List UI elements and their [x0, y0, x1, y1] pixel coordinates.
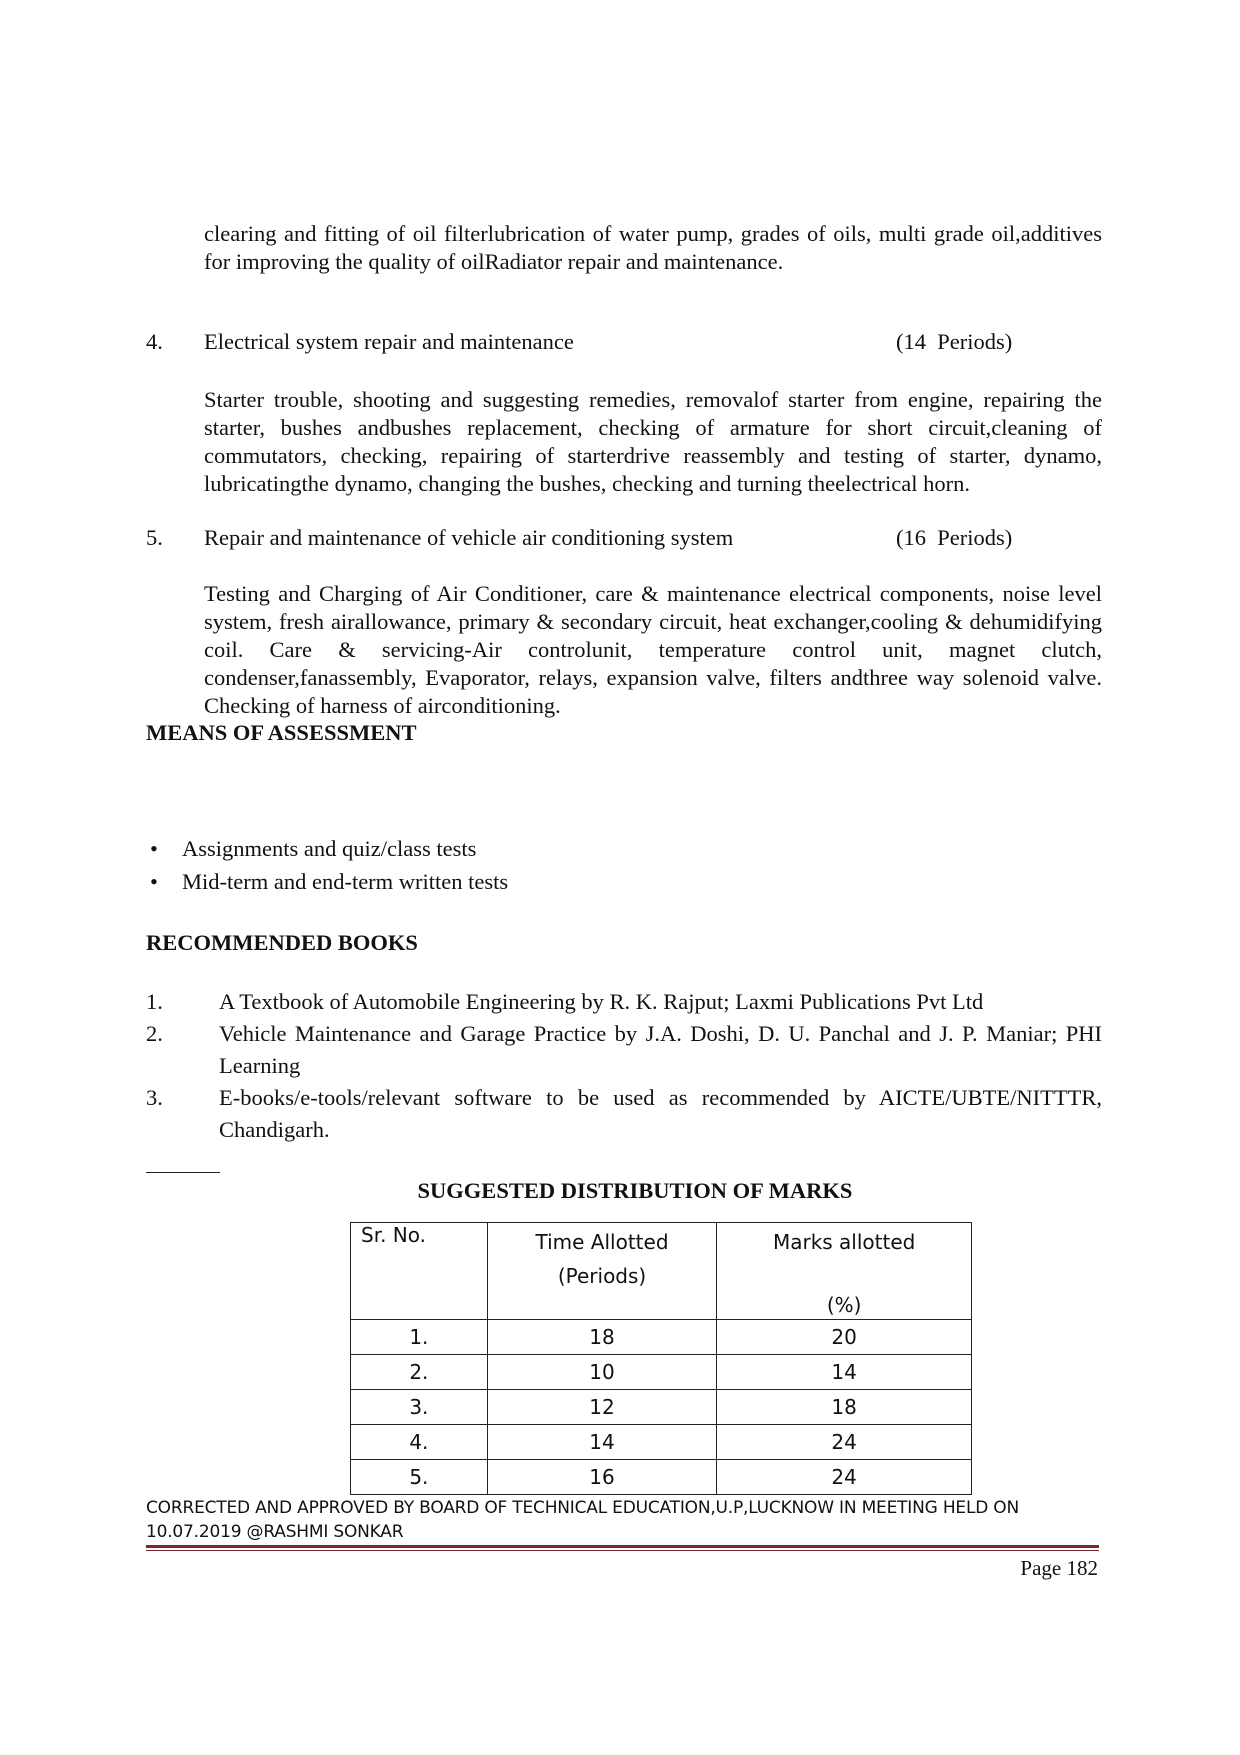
- unit-5-description: Testing and Charging of Air Conditioner, care & maintenance electrical components, noise level system, fresh airallowance, primary & secondary circuit, heat exchanger,cooling & dehumidifying coil. Care & servicing-Air controlunit, temperature control unit, magnet clutch, condenser,fanassembly, Evaporator, relays, expansion valve, filters andthree way solenoid valve. Checking of harness of airconditioning.: [204, 581, 1102, 718]
- book-number: 3.: [146, 1085, 163, 1110]
- unit-periods: (14 Periods): [896, 329, 1013, 354]
- unit-title: Repair and maintenance of vehicle air conditioning system: [204, 525, 734, 550]
- table-row: [351, 1460, 972, 1495]
- cell-marks: 20: [717, 1320, 972, 1355]
- table-row: [351, 1355, 972, 1390]
- cell-sr: 4.: [351, 1425, 488, 1460]
- table-row: [351, 1320, 972, 1355]
- header-marks-line1: Marks allotted: [772, 1230, 916, 1254]
- unit-number: 5.: [146, 525, 163, 550]
- unit-title: Electrical system repair and maintenance: [204, 329, 574, 354]
- book-number: 1.: [146, 989, 163, 1014]
- cell-time: 12: [487, 1390, 717, 1425]
- unit-4-description: Starter trouble, shooting and suggesting remedies, removalof starter from engine, repairing the starter, bushes andbushes replacement, checking of armature for short circuit,cleaning of commutators, checking, repairing of starterdrive reassembly and testing of starter, dynamo, lubricatingthe dynamo, changing the bushes, checking and turning theelectrical horn.: [204, 387, 1102, 496]
- header-sr-no: Sr. No.: [351, 1223, 488, 1320]
- header-marks-line2: (%): [826, 1293, 862, 1317]
- unit-4-header: [146, 329, 1026, 359]
- table-header-row: [351, 1223, 972, 1320]
- cell-time: 18: [487, 1320, 717, 1355]
- footer-rule: [146, 1545, 1099, 1548]
- cell-time: 14: [487, 1425, 717, 1460]
- bullet-icon: •: [150, 836, 158, 861]
- assessment-heading: MEANS OF ASSESSMENT: [146, 720, 417, 745]
- divider: [146, 1172, 220, 1173]
- continuation-paragraph: clearing and fitting of oil filterlubrication of water pump, grades of oils, multi grade oil,additives for improving the quality of oilRadiator repair and maintenance.: [204, 221, 1102, 274]
- approval-note-line1: CORRECTED AND APPROVED BY BOARD OF TECHNICAL EDUCATION,U.P,LUCKNOW IN MEETING HELD ON: [146, 1498, 1020, 1518]
- unit-periods: (16 Periods): [896, 525, 1013, 550]
- cell-sr: 5.: [351, 1460, 488, 1495]
- books-heading: RECOMMENDED BOOKS: [146, 930, 418, 955]
- bullet-icon: •: [150, 869, 158, 894]
- marks-table: [350, 1222, 972, 1495]
- header-time-allotted: [487, 1223, 717, 1320]
- list-item-text: Assignments and quiz/class tests: [182, 836, 477, 861]
- table-title: SUGGESTED DISTRIBUTION OF MARKS: [417, 1178, 853, 1203]
- table-row: [351, 1390, 972, 1425]
- header-marks-allotted: [717, 1223, 972, 1320]
- book-text: E-books/e-tools/relevant software to be used as recommended by AICTE/UBTE/NITTTR, Chandigarh.: [219, 1085, 1102, 1142]
- cell-marks: 14: [717, 1355, 972, 1390]
- book-text: A Textbook of Automobile Engineering by R. K. Rajput; Laxmi Publications Pvt Ltd: [219, 989, 984, 1014]
- unit-5-header: [146, 525, 1026, 555]
- book-text: Vehicle Maintenance and Garage Practice by J.A. Doshi, D. U. Panchal and J. P. Maniar; PHI Learning: [219, 1021, 1102, 1078]
- cell-sr: 2.: [351, 1355, 488, 1390]
- cell-time: 16: [487, 1460, 717, 1495]
- cell-marks: 24: [717, 1425, 972, 1460]
- header-time-line2: (Periods): [557, 1264, 647, 1288]
- unit-number: 4.: [146, 329, 163, 354]
- approval-note: [146, 1496, 1106, 1544]
- cell-time: 10: [487, 1355, 717, 1390]
- footer-rule-thin: [146, 1550, 1099, 1551]
- cell-marks: 18: [717, 1390, 972, 1425]
- list-item-text: Mid-term and end-term written tests: [182, 869, 509, 894]
- cell-sr: 3.: [351, 1390, 488, 1425]
- approval-note-line2: 10.07.2019 @RASHMI SONKAR: [146, 1522, 404, 1542]
- table-row: [351, 1425, 972, 1460]
- book-number: 2.: [146, 1021, 163, 1046]
- header-time-line1: Time Allotted: [535, 1230, 669, 1254]
- cell-sr: 1.: [351, 1320, 488, 1355]
- page-number: Page 182: [1020, 1556, 1098, 1580]
- cell-marks: 24: [717, 1460, 972, 1495]
